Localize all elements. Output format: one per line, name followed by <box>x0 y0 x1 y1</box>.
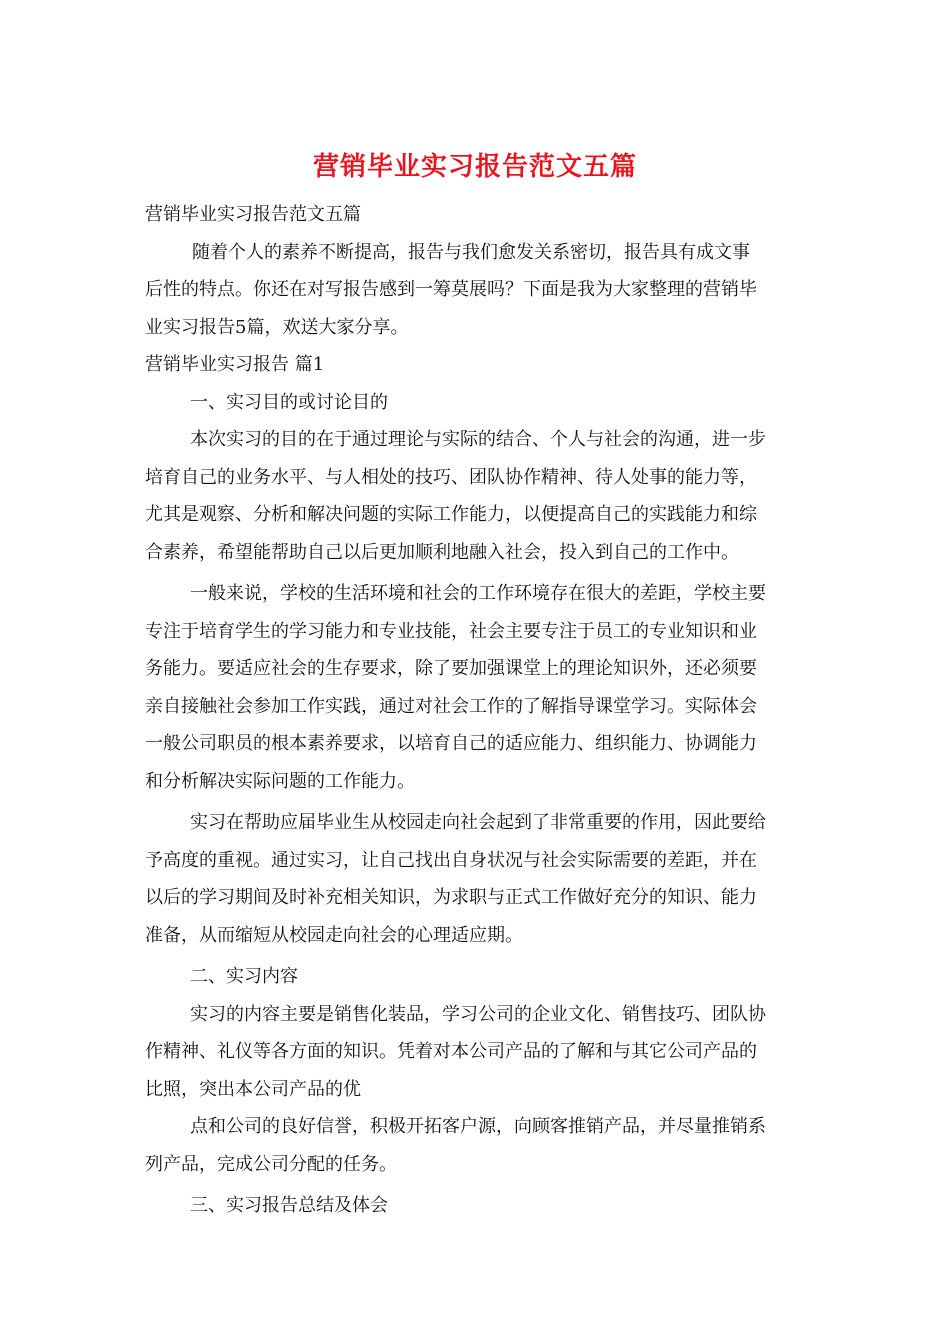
importance-line-1: 实习在帮助应届毕业生从校园走向社会起到了非常重要的作用，因此要给 <box>190 812 766 833</box>
environment-line-5: 一般公司职员的根本素养要求，以培育自己的适应能力、组织能力、协调能力 <box>145 733 757 754</box>
purpose-line-2: 培育自己的业务水平、与人相处的技巧、团队协作精神、待人处事的能力等， <box>145 466 757 488</box>
heading-purpose: 一、实习目的或讨论目的 <box>190 391 388 413</box>
content-line-3: 比照，突出本公司产品的优 <box>145 1078 361 1100</box>
heading-summary: 三、实习报告总结及体会 <box>190 1195 388 1216</box>
importance-line-2: 予高度的重视。通过实习，让自己找出自身状况与社会实际需要的差距，并在 <box>145 849 757 871</box>
purpose-line-4: 合素养，希望能帮助自己以后更加顺利地融入社会，投入到自己的工作中。 <box>145 541 739 563</box>
intro-line-2: 后性的特点。你还在对写报告感到一筹莫展吗？下面是我为大家整理的营销毕 <box>145 279 757 300</box>
purpose-line-1: 本次实习的目的在于通过理论与实际的结合、个人与社会的沟通，进一步 <box>190 429 766 450</box>
importance-line-3: 以后的学习期间及时补充相关知识，为求职与正式工作做好充分的知识、能力 <box>145 887 757 908</box>
importance-line-4: 准备，从而缩短从校园走向社会的心理适应期。 <box>145 924 523 946</box>
environment-line-4: 亲自接触社会参加工作实践，通过对社会工作的了解指导课堂学习。实际体会 <box>145 695 757 717</box>
document-title: 营销毕业实习报告范文五篇 <box>312 152 637 182</box>
intro-line-3: 业实习报告5篇，欢送大家分享。 <box>145 316 409 338</box>
environment-line-1: 一般来说，学校的生活环境和社会的工作环境存在很大的差距，学校主要 <box>190 583 766 604</box>
environment-line-6: 和分析解决实际问题的工作能力。 <box>145 770 415 792</box>
heading-content: 二、实习内容 <box>190 966 298 987</box>
section-heading-part-1: 营销毕业实习报告 篇1 <box>145 354 325 375</box>
subtitle-line: 营销毕业实习报告范文五篇 <box>145 204 361 225</box>
content-line-2: 作精神、礼仪等各方面的知识。凭着对本公司产品的了解和与其它公司产品的 <box>145 1041 757 1062</box>
content-line-5: 列产品，完成公司分配的任务。 <box>145 1153 397 1175</box>
document-body <box>145 196 810 1225</box>
environment-line-3: 务能力。要适应社会的生存要求，除了要加强课堂上的理论知识外，还必须要 <box>145 658 757 679</box>
content-line-4: 点和公司的良好信誉，积极开拓客户源，向顾客推销产品，并尽量推销系 <box>190 1116 766 1137</box>
purpose-line-3: 尤其是观察、分析和解决问题的实际工作能力，以便提高自己的实践能力和综 <box>145 504 757 525</box>
intro-line-1: 随着个人的素养不断提高，报告与我们愈发关系密切，报告具有成文事 <box>192 241 750 263</box>
content-line-1: 实习的内容主要是销售化装品，学习公司的企业文化、销售技巧、团队协 <box>190 1003 766 1025</box>
environment-line-2: 专注于培育学生的学习能力和专业技能，社会主要专注于员工的专业知识和业 <box>145 620 757 642</box>
